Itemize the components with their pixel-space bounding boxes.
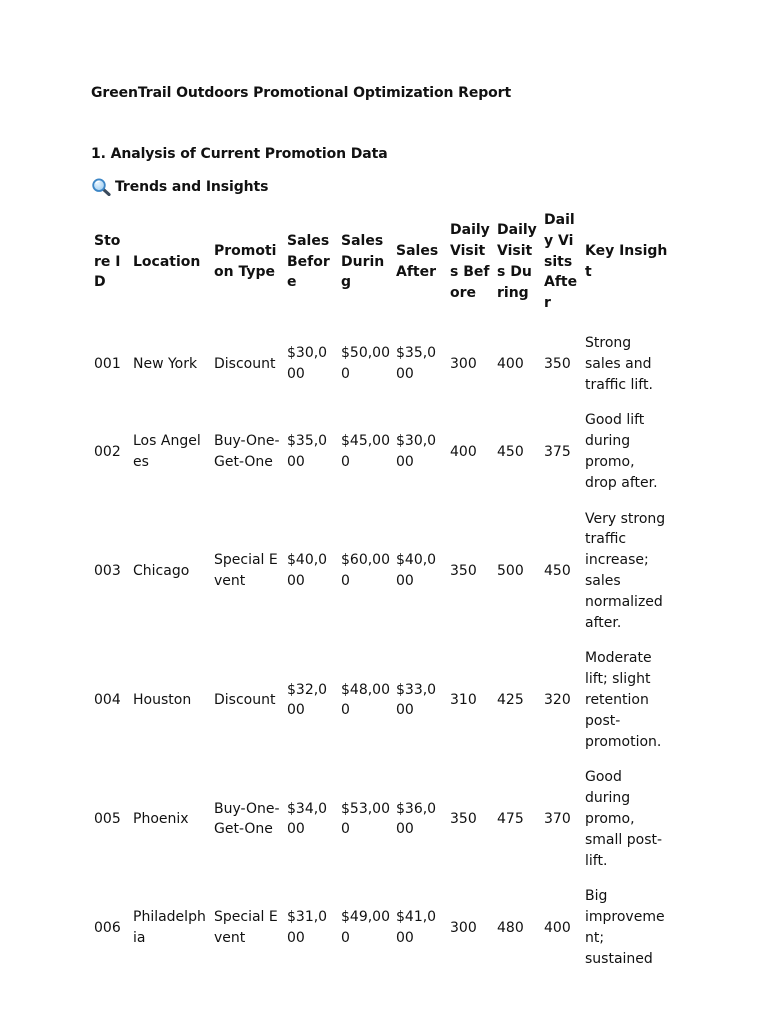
- cell-visits-after: 350: [544, 355, 571, 372]
- cell-visits-after: 375: [544, 443, 571, 460]
- cell-location: Los Angeles: [133, 433, 201, 470]
- cell-key-insight: Good lift during promo, drop after.: [585, 412, 658, 491]
- cell-sales-after: $30,000: [396, 433, 437, 470]
- magnifying-glass-icon: [91, 178, 111, 196]
- cell-promotion-type: Special Event: [214, 909, 278, 946]
- cell-location: Philadelphia: [133, 909, 206, 946]
- cell-key-insight: Moderate lift; slight retention post-promotion.: [585, 650, 662, 750]
- cell-location: Houston: [133, 691, 192, 708]
- header-visits-during: Daily Visits During: [497, 222, 537, 301]
- cell-store-id: 006: [94, 919, 121, 936]
- header-visits-after: Daily Visits After: [544, 212, 578, 312]
- cell-visits-during: 400: [497, 355, 524, 372]
- table-row: [91, 405, 673, 503]
- cell-sales-during: $48,000: [341, 681, 390, 719]
- cell-sales-before: $34,000: [287, 800, 328, 838]
- cell-sales-after: $33,000: [396, 681, 437, 719]
- cell-promotion-type: Discount: [214, 691, 276, 708]
- cell-visits-before: 310: [450, 691, 477, 708]
- cell-key-insight: Big improvement; sustained: [585, 888, 665, 967]
- cell-sales-during: $60,000: [341, 552, 390, 589]
- header-location: Location: [133, 253, 201, 270]
- cell-sales-during: $45,000: [341, 433, 390, 470]
- subheading: [91, 178, 268, 196]
- cell-key-insight: Strong sales and traffic lift.: [585, 334, 653, 393]
- cell-store-id: 002: [94, 443, 121, 460]
- cell-key-insight: Very strong traffic increase; sales normalized after.: [585, 510, 666, 631]
- header-store-id: Store ID: [94, 232, 121, 291]
- cell-sales-before: $31,000: [287, 909, 328, 946]
- cell-location: New York: [133, 355, 198, 372]
- cell-sales-before: $40,000: [287, 552, 328, 589]
- cell-visits-during: 475: [497, 810, 524, 827]
- subheading-label: Trends and Insights: [115, 179, 269, 195]
- header-promotion-type: Promotion Type: [214, 243, 277, 280]
- header-sales-after: Sales After: [396, 243, 439, 280]
- table-row: [91, 643, 673, 762]
- cell-sales-after: $40,000: [396, 552, 437, 589]
- cell-visits-after: 450: [544, 562, 571, 579]
- header-key-insight: Key Insight: [585, 243, 668, 280]
- cell-visits-before: 300: [450, 355, 477, 372]
- cell-promotion-type: Special Event: [214, 552, 278, 589]
- cell-store-id: 004: [94, 691, 121, 708]
- cell-sales-after: $35,000: [396, 345, 437, 383]
- cell-store-id: 005: [94, 810, 121, 827]
- cell-sales-during: $49,000: [341, 909, 390, 946]
- cell-promotion-type: Buy-One-Get-One: [214, 800, 280, 838]
- table-row: [91, 328, 673, 405]
- table-row: [91, 504, 673, 644]
- cell-store-id: 001: [94, 355, 121, 372]
- cell-store-id: 003: [94, 562, 121, 579]
- cell-visits-during: 500: [497, 562, 524, 579]
- cell-sales-before: $30,000: [287, 345, 328, 383]
- cell-visits-after: 320: [544, 691, 571, 708]
- table-row: [91, 762, 673, 881]
- header-visits-before: Daily Visits Before: [450, 222, 490, 301]
- cell-visits-before: 300: [450, 919, 477, 936]
- cell-visits-during: 450: [497, 443, 524, 460]
- header-sales-during: Sales During: [341, 232, 385, 291]
- cell-visits-during: 480: [497, 919, 524, 936]
- cell-visits-during: 425: [497, 691, 524, 708]
- document-title: GreenTrail Outdoors Promotional Optimization Report: [91, 85, 512, 101]
- cell-sales-before: $35,000: [287, 433, 328, 470]
- table-row: [91, 881, 673, 979]
- cell-sales-during: $50,000: [341, 345, 390, 383]
- cell-visits-after: 400: [544, 919, 571, 936]
- cell-sales-after: $36,000: [396, 800, 437, 838]
- cell-location: Chicago: [133, 562, 190, 579]
- cell-promotion-type: Buy-One-Get-One: [214, 433, 280, 470]
- header-sales-before: Sales Before: [287, 232, 330, 291]
- cell-sales-before: $32,000: [287, 681, 328, 719]
- section-heading: 1. Analysis of Current Promotion Data: [91, 146, 388, 162]
- cell-key-insight: Good during promo, small post-lift.: [585, 769, 663, 869]
- cell-visits-before: 350: [450, 810, 477, 827]
- cell-sales-after: $41,000: [396, 909, 437, 946]
- cell-sales-during: $53,000: [341, 800, 390, 838]
- promotion-table: [91, 208, 673, 980]
- cell-visits-before: 350: [450, 562, 477, 579]
- table-header-row: [91, 208, 673, 328]
- cell-location: Phoenix: [133, 810, 189, 827]
- cell-promotion-type: Discount: [214, 355, 276, 372]
- cell-visits-after: 370: [544, 810, 571, 827]
- cell-visits-before: 400: [450, 443, 477, 460]
